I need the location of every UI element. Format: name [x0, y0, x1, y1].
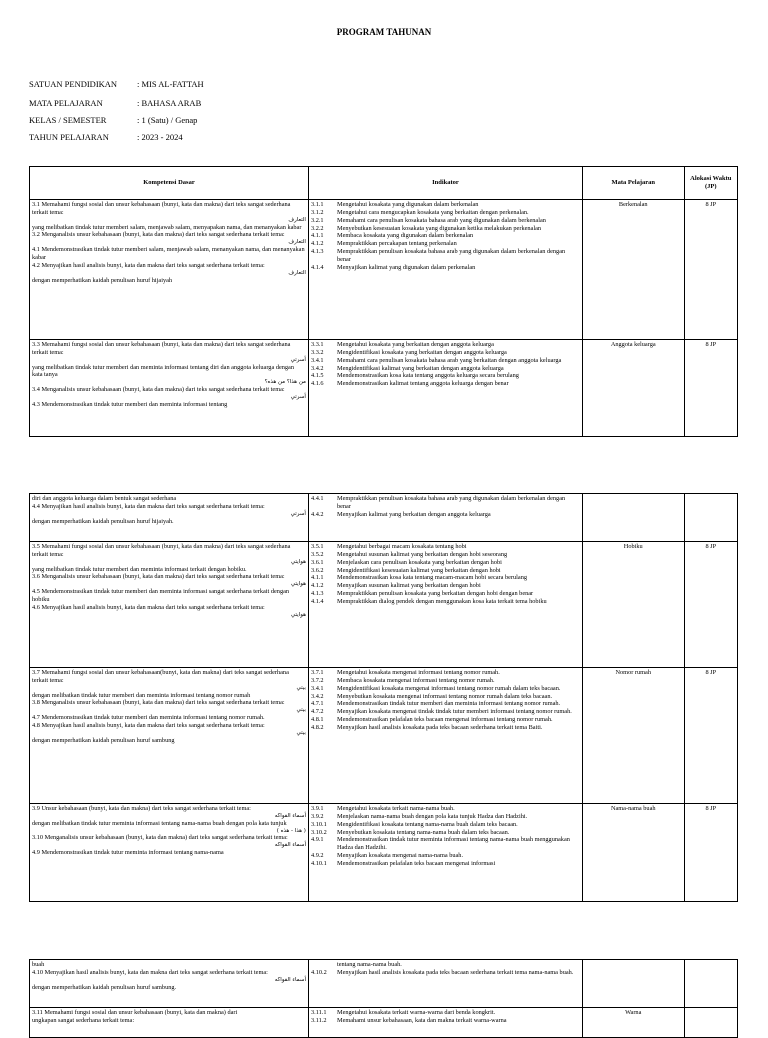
indikator-text: Membaca kosakata mengenai informasi tentang nomor rumah. — [336, 676, 495, 684]
indikator-text: Memahami cara penulisan kosakata bahasa arab yang berkaitan dengan anggota keluarga — [336, 356, 562, 364]
table-row — [30, 960, 738, 1008]
indikator-text: Menjelaskan cara penulisan kosakata yang berkaitan dengan hobi — [336, 558, 502, 566]
indikator-number: 3.1.2 — [310, 208, 324, 216]
indikator-number: 3.5.2 — [310, 550, 324, 558]
indikator-number: 4.4.1 — [310, 495, 324, 502]
kd-cell — [30, 340, 309, 437]
alokasi-cell: 8 JP — [684, 340, 737, 437]
page-title: PROGRAM TAHUNAN — [336, 27, 432, 37]
indikator-number: 4.1.1 — [310, 232, 324, 240]
indikator-text: Mengetahui kosakata terkait nama-nama buah. — [336, 805, 455, 812]
mata-pelajaran-cell: Anggota keluarga — [582, 340, 684, 437]
indikator-item — [311, 240, 580, 248]
indikator-text: Mengidentifikasi kosakata mengenai informasi tentang nomor rumah dalam teks bacaan. — [336, 684, 561, 692]
indikator-number: 4.8.1 — [310, 716, 324, 724]
indikator-number: 4.1.6 — [310, 380, 324, 388]
indikator-item — [311, 511, 580, 519]
table-row — [30, 494, 738, 542]
mata-pelajaran-cell: Warna — [582, 1008, 684, 1038]
indikator-item — [311, 543, 580, 551]
arabic-theme-text: أسماء الفواكه — [274, 976, 306, 983]
indikator-number: 3.4.1 — [310, 684, 324, 692]
kd-line: yang melibatkan tindak tutur memberi salam, menjawab salam, menyapakan nama, dan menanyakan kabar — [32, 223, 302, 231]
table-row — [30, 804, 738, 902]
indikator-item — [311, 349, 580, 357]
kd-line: diri dan anggota keluarga dalam bentuk sangat sederhana — [32, 495, 177, 502]
indikator-number: 4.7.2 — [310, 708, 324, 716]
indikator-item — [311, 582, 580, 590]
info-key: KELAS / SEMESTER — [29, 115, 107, 125]
kd-line: 3.6 Menganalisis unsur kebahasaan (bunyi, kata dan makna) dari teks sangat sederhana terkait tema: — [32, 573, 285, 581]
indikator-item — [311, 248, 580, 264]
info-key: MATA PELAJARAN — [29, 98, 103, 108]
indikator-item — [311, 598, 580, 606]
indikator-item — [311, 700, 580, 708]
kd-line: yang melibatkan tindak tutur memberi dan meminta informasi terkait dengan hobiku. — [32, 565, 247, 573]
indikator-number: 4.10.1 — [310, 860, 327, 868]
indikator-text: Mengetahui kosakata mengenai informasi tentang nomor rumah. — [336, 669, 500, 676]
mata-pelajaran-cell — [582, 960, 684, 1008]
indikator-number: 4.1.4 — [310, 598, 324, 606]
indikator-text: Mempraktikkan penulisan kosakata bahasa arab yang digunakan dalam berkenalan dengan benar — [336, 248, 566, 264]
mata-pelajaran-cell — [582, 494, 684, 542]
indikator-item — [311, 708, 580, 716]
indikator-text: Menyajikan kosakata mengenai nama-nama buah. — [336, 852, 464, 860]
program-table-page-1 — [29, 166, 738, 437]
arabic-theme-text: أسرتي — [290, 394, 306, 401]
indikator-item — [311, 969, 580, 977]
indikator-item — [311, 201, 580, 209]
kd-line: 3.8 Menganalisis unsur kebahasaan (bunyi, kata dan makna) dari teks sangat sederhana terkait tema: — [32, 699, 285, 707]
info-row-tahun — [29, 132, 183, 142]
indikator-number: 3.2.1 — [310, 216, 324, 224]
indikator-number: 3.10.1 — [310, 820, 327, 828]
indikator-item — [311, 365, 580, 373]
header-indikator: Indikator — [308, 167, 582, 200]
kd-line: 4.10 Menyajikan hasil analisis bunyi, kata dan makna dari teks sangat sederhana terkait tema: — [32, 968, 268, 976]
mata-pelajaran-cell: Nomor rumah — [582, 668, 684, 804]
kd-line: 4.5 Mendemonstrasikan tindak tutur memberi dan meminta informasi sangat sederhana terkait dengan hobiku — [32, 588, 290, 604]
table-header-row — [30, 167, 738, 200]
kd-cell — [30, 200, 309, 340]
kd-line: buah — [32, 961, 45, 968]
indikator-number: 4.8.2 — [310, 724, 324, 732]
info-key: TAHUN PELAJARAN — [29, 132, 109, 142]
kd-line: 3.4 Menganalisis unsur kebahasaan (bunyi, kata dan makna) dari teks sangat sederhana terkait tema: — [32, 386, 285, 394]
indikator-number: 4.1.3 — [310, 590, 324, 598]
info-row-satuan — [29, 79, 204, 89]
indikator-cell — [308, 494, 582, 542]
mata-pelajaran-cell: Nama-nama buah — [582, 804, 684, 902]
kd-line: 3.11 Memahami fungsi sosial dan unsur kebahasaan (bunyi, kata dan makna) dari — [32, 1009, 238, 1016]
indikator-text: Mempraktikkan penulisan kosakata yang berkaitan dengan hobi dengan benar — [336, 590, 534, 598]
indikator-item — [311, 217, 580, 225]
indikator-text: Menyajikan kalimat yang digunakan dalam perkenalan — [336, 263, 476, 271]
indikator-number: 3.6.1 — [310, 558, 324, 566]
indikator-text: Mengidentifikasi kosakata yang berkaitan dengan anggota keluarga — [336, 348, 507, 356]
indikator-text: Mengetahui cara mengucapkan kosakata yang berkaitan dengan perkenalan. — [336, 208, 529, 216]
arabic-theme-text: ( هذا - هذه ) — [276, 827, 306, 834]
indikator-number: 4.1.3 — [310, 248, 324, 256]
indikator-item — [311, 813, 580, 821]
info-value: : BAHASA ARAB — [137, 98, 202, 108]
indikator-number: 3.2.2 — [310, 224, 324, 232]
indikator-number: 3.7.1 — [310, 669, 324, 676]
indikator-text: Mengetahui berbagai macam kosakata tentang hobi — [336, 543, 467, 550]
indikator-number: 3.11.1 — [310, 1009, 327, 1016]
kd-line: 4.6 Menyajikan hasil analisis bunyi, kata dan makna dari teks sangat sederhana terkait tema: — [32, 603, 265, 611]
indikator-item — [311, 209, 580, 217]
indikator-number: 3.6.2 — [310, 566, 324, 574]
indikator-number: 3.3.2 — [310, 348, 324, 356]
kd-line: 4.1 Mendemonstrasikan tindak tutur memberi salam, menjawab salam, menanyakan nama, dan menanyakan kabar — [32, 246, 305, 262]
indikator-number: 4.9.1 — [310, 836, 324, 844]
indikator-text: Menyebutkan kesesuaian kosakata yang digunakan ketika melakukan perkenalan — [336, 224, 542, 232]
indikator-item — [311, 495, 580, 511]
kd-line: 3.9 Unsur kebahasaan (bunyi, kata dan makna) dari teks sangat sederhana terkait tema: — [32, 805, 251, 812]
indikator-text: Mengidentifikasi kesesuaian kalimat yang berkaitan dengan hobi — [336, 566, 501, 574]
indikator-cell — [308, 960, 582, 1008]
arabic-theme-text: بيتي — [296, 707, 306, 714]
kd-line: dengan melibatkan tindak tutur meminta informasi tentang nama-nama buah dengan pola kata tunjuk — [32, 819, 287, 827]
indikator-text: Menyajikan hasil analisis kosakata pada teks bacaan sederhana terkait tema nama-nama buah. — [336, 968, 574, 976]
indikator-item — [311, 693, 580, 701]
indikator-number: 3.9.2 — [310, 812, 324, 820]
program-table-page-2 — [29, 493, 738, 902]
indikator-item — [311, 551, 580, 559]
indikator-text: Mempraktikkan percakapan tentang perkenalan — [336, 240, 457, 248]
indikator-item — [311, 225, 580, 233]
indikator-number: 3.11.2 — [310, 1016, 327, 1024]
indikator-item — [311, 574, 580, 582]
arabic-theme-text: أسماء الفواكه — [274, 812, 306, 819]
info-value: : 2023 - 2024 — [137, 132, 183, 142]
indikator-number: 3.10.2 — [310, 828, 327, 836]
table-row — [30, 542, 738, 668]
indikator-item — [311, 829, 580, 837]
indikator-number: 4.1.5 — [310, 372, 324, 380]
arabic-theme-text: أسرتي — [290, 356, 306, 363]
indikator-cell — [308, 1008, 582, 1038]
indikator-item — [311, 372, 580, 380]
indikator-number: 4.4.2 — [310, 510, 324, 518]
program-table-page-3 — [29, 959, 738, 1038]
kd-line: 4.3 Mendemonstrasikan tindak tutur memberi dan meminta informasi tentang — [32, 400, 228, 408]
kd-line: 3.3 Memahami fungsi sosial dan unsur kebahasaan (bunyi, kata dan makna) dari teks sangat sederhana terkait tema: — [32, 341, 291, 356]
table-row — [30, 1008, 738, 1038]
alokasi-cell — [684, 494, 737, 542]
indikator-number: 4.1.1 — [310, 574, 324, 582]
indikator-item — [311, 685, 580, 693]
kd-cell — [30, 1008, 309, 1038]
kd-line: 3.2 Menganalisis unsur kebahasaan (bunyi, kata dan makna) dari teks sangat sederhana terkait tema: — [32, 231, 285, 239]
info-key: SATUAN PENDIDIKAN — [29, 79, 118, 89]
indikator-text: Mendemonstrasikan kalimat tentang anggota keluarga dengan benar — [336, 380, 509, 388]
indikator-item — [311, 724, 580, 732]
indikator-cell — [308, 804, 582, 902]
indikator-number: 4.1.2 — [310, 582, 324, 590]
indikator-cell — [308, 340, 582, 437]
indikator-item — [311, 1009, 580, 1017]
indikator-text: Menjelaskan nama-nama buah dengan pola kata tunjuk Hadza dan Hadzihi. — [336, 812, 528, 820]
indikator-number: 4.1.2 — [310, 240, 324, 248]
alokasi-cell: 8 JP — [684, 542, 737, 668]
indikator-cell — [308, 200, 582, 340]
indikator-text: tentang nama-nama buah. — [336, 961, 402, 968]
indikator-item — [311, 860, 580, 868]
table-row — [30, 340, 738, 437]
indikator-number — [311, 961, 337, 969]
arabic-theme-text: هوايتي — [290, 611, 306, 618]
indikator-text: Mengetahui kosakata terkait warna-warna dari benda kongkrit. — [336, 1009, 496, 1016]
info-value: : 1 (Satu) / Genap — [137, 115, 198, 125]
header-kompetensi-dasar: Kompetensi Dasar — [30, 167, 309, 200]
indikator-text: Menyajikan hasil analisis kosakata pada teks bacaan sederhana terkait tema Baiti. — [336, 724, 543, 732]
alokasi-cell — [684, 960, 737, 1008]
kd-line: 3.7 Memahami fungsi sosial dan unsur kebahasaan(bunyi, kata dan makna) dari teks sangat sederhana terkait tema: — [32, 669, 289, 684]
indikator-text: Mengetahui kosakata yang berkaitan dengan anggota keluarga — [336, 341, 494, 348]
indikator-text: Menyebutkan kosakata mengenai informasi tentang nomor rumah dalam teks bacaan. — [336, 692, 553, 700]
arabic-theme-text: التعارف — [288, 269, 306, 276]
indikator-item — [311, 836, 580, 852]
indikator-cell — [308, 668, 582, 804]
kd-line: dengan memperhatikan kaidah penulisan huruf sambung — [32, 736, 175, 744]
mata-pelajaran-cell: Hobiku — [582, 542, 684, 668]
indikator-number: 4.10.2 — [310, 968, 327, 976]
arabic-theme-text: أسرتي — [290, 510, 306, 517]
indikator-number: 4.1.4 — [310, 263, 324, 271]
alokasi-cell — [684, 1008, 737, 1038]
indikator-text: Menyajikan kosakata mengenai tindak tindak tutur memberi informasi tentang nomor rumah. — [336, 708, 572, 716]
indikator-item — [311, 669, 580, 677]
indikator-item — [311, 559, 580, 567]
alokasi-cell: 8 JP — [684, 200, 737, 340]
kd-line: yang melibatkan tindak tutur memberi dan meminta informasi tentang diri dan anggota keluarga dengan kata tanya — [32, 363, 295, 379]
indikator-text: Mempraktikkan dialog pendek dengan menggunakan kosa kata terkait tema hobiku — [336, 598, 547, 606]
indikator-number: 3.4.2 — [310, 364, 324, 372]
indikator-text: Menyajikan susunan kalimat yang berkaitan dengan hobi — [336, 582, 481, 590]
header-mata-pelajaran: Mata Pelajaran — [582, 167, 684, 200]
table-row — [30, 200, 738, 340]
indikator-number: 3.4.1 — [310, 356, 324, 364]
kd-line: 4.9 Mendemonstrasikan tindak tutur meminta informasi tentang nama-nama — [32, 849, 224, 857]
kd-cell — [30, 804, 309, 902]
indikator-text: Mendemonstrasikan pelafalan teks bacaan mengenai informasi tentang nomor rumah. — [336, 716, 553, 724]
kd-line: 4.4 Menyajikan hasil analisis bunyi, kata dan makna dari teks sangat sederhana terkait tema: — [32, 502, 265, 510]
kd-cell — [30, 668, 309, 804]
info-row-kelas — [29, 115, 197, 125]
arabic-theme-text: من هذا؟ من هذه؟ — [264, 379, 306, 386]
alokasi-cell: 8 JP — [684, 668, 737, 804]
indikator-text: Mempraktikkan penulisan kosakata bahasa arab yang digunakan dalam berkenalan dengan benar — [336, 495, 566, 510]
header-alokasi-waktu: Alokasi Waktu (JP) — [684, 167, 737, 200]
arabic-theme-text: هوايتي — [290, 558, 306, 565]
indikator-number: 4.9.2 — [310, 852, 324, 860]
indikator-item — [311, 264, 580, 272]
indikator-number: 3.9.1 — [310, 805, 324, 812]
kd-line: 4.8 Menyajikan hasil analisis bunyi, kata dan makna dari teks sangat sederhana terkait tema: — [32, 722, 265, 730]
kd-line: 3.10 Menganalisis unsur kebahasaan (bunyi, kata dan makna) dari teks sangat sederhana terkait tema: — [32, 834, 288, 842]
kd-line: dengan memperhatikan kaidah penulisan huruf hijaiyah — [32, 276, 173, 284]
indikator-cell — [308, 542, 582, 668]
indikator-text: Mengidentifikasi kalimat yang berkaitan dengan anggota keluarga — [336, 364, 504, 372]
table-row — [30, 668, 738, 804]
indikator-item — [311, 677, 580, 685]
indikator-text: Mendemonstrasikan kosa kata tentang anggota keluarga secara berulang — [336, 372, 519, 380]
indikator-number: 3.5.1 — [310, 543, 324, 550]
indikator-item — [311, 716, 580, 724]
kd-line: dengan memperhatikan kaidah penulisan huruf sambung. — [32, 983, 177, 991]
indikator-item — [311, 805, 580, 813]
indikator-text: Mendemonstrasikan tindak tutur memberi dan meminta informasi tentang nomor rumah. — [336, 700, 561, 708]
indikator-text: Mengetahui susunan kalimat yang berkaitan dengan hobi seseorang — [336, 550, 508, 558]
indikator-number: 4.7.1 — [310, 700, 324, 708]
arabic-theme-text: هوايتي — [290, 581, 306, 588]
indikator-text: Memahami unsur kebahasaan, kata dan makna terkait warna-warna — [336, 1016, 507, 1024]
kd-line: 4.2 Menyajikan hasil analisis bunyi, kata dan makna dari teks sangat sederhana terkait tema: — [32, 261, 265, 269]
kd-line: dengan memperhatikan kaidah penulisan huruf hijaiyah. — [32, 517, 174, 525]
indikator-text: Menyajikan kalimat yang berkaitan dengan anggota keluarga — [336, 510, 491, 518]
arabic-theme-text: التعارف — [288, 216, 306, 223]
kd-line: dengan melibatkan tindak tutur memberi dan meminta informasi tentang nomor rumah — [32, 691, 251, 699]
arabic-theme-text: التعارف — [288, 239, 306, 246]
arabic-theme-text: بيتي — [296, 684, 306, 691]
info-value: : MIS AL-FATTAH — [137, 79, 204, 89]
indikator-number: 3.4.2 — [310, 692, 324, 700]
alokasi-cell: 8 JP — [684, 804, 737, 902]
mata-pelajaran-cell: Berkenalan — [582, 200, 684, 340]
indikator-number: 3.7.2 — [310, 676, 324, 684]
indikator-item — [311, 341, 580, 349]
indikator-text: Memahami cara penulisan kosakata bahasa arab yang digunakan dalam berkenalan — [336, 216, 546, 224]
indikator-number: 3.1.1 — [310, 201, 324, 208]
kd-cell — [30, 960, 309, 1008]
info-row-mapel — [29, 98, 201, 108]
kd-line: ungkapan sangat sederhana terkait tema: — [32, 1016, 135, 1024]
indikator-number: 3.3.1 — [310, 341, 324, 348]
indikator-text: Mendemonstrasikan kosa kata tentang macam-macam hobi secara berulang — [336, 574, 528, 582]
indikator-item — [311, 380, 580, 388]
indikator-text: Membaca kosakata yang digunakan dalam berkenalan — [336, 232, 474, 240]
kd-line: 3.5 Memahami fungsi sosial dan unsur kebahasaan (bunyi, kata dan makna) dari teks sangat sederhana terkait tema: — [32, 543, 291, 558]
indikator-text: Mendemonstrasikan pelafalan teks bacaan mengenai informasi — [336, 860, 496, 868]
indikator-item — [311, 821, 580, 829]
kd-line: 4.7 Mendemonstrasikan tindak tutur memberi dan meminta informasi tentang nomor rumah. — [32, 714, 265, 722]
indikator-item — [311, 590, 580, 598]
indikator-item — [311, 567, 580, 575]
arabic-theme-text: بيتي — [296, 729, 306, 736]
indikator-text: Mendemonstrasikan tindak tutur meminta informasi tentang nama-nama buah menggunakan Hadza dan Hadzihi. — [336, 836, 570, 852]
indikator-item — [311, 852, 580, 860]
indikator-item — [311, 232, 580, 240]
indikator-text: Mengidentifikasi kosakata tentang nama-nama buah dalam teks bacaan. — [336, 820, 518, 828]
kd-cell — [30, 494, 309, 542]
arabic-theme-text: أسماء الفواكه — [274, 842, 306, 849]
indikator-text: Menyebutkan kosakata tentang nama-nama buah dalam teks bacaan. — [336, 828, 510, 836]
indikator-text: Mengetahui kosakata yang digunakan dalam berkenalan — [336, 201, 479, 208]
indikator-item — [311, 357, 580, 365]
kd-line: 3.1 Memahami fungsi sosial dan unsur kebahasaan (bunyi, kata dan makna) dari teks sangat sederhana terkait tema: — [32, 201, 291, 216]
indikator-item — [311, 961, 580, 969]
kd-cell — [30, 542, 309, 668]
